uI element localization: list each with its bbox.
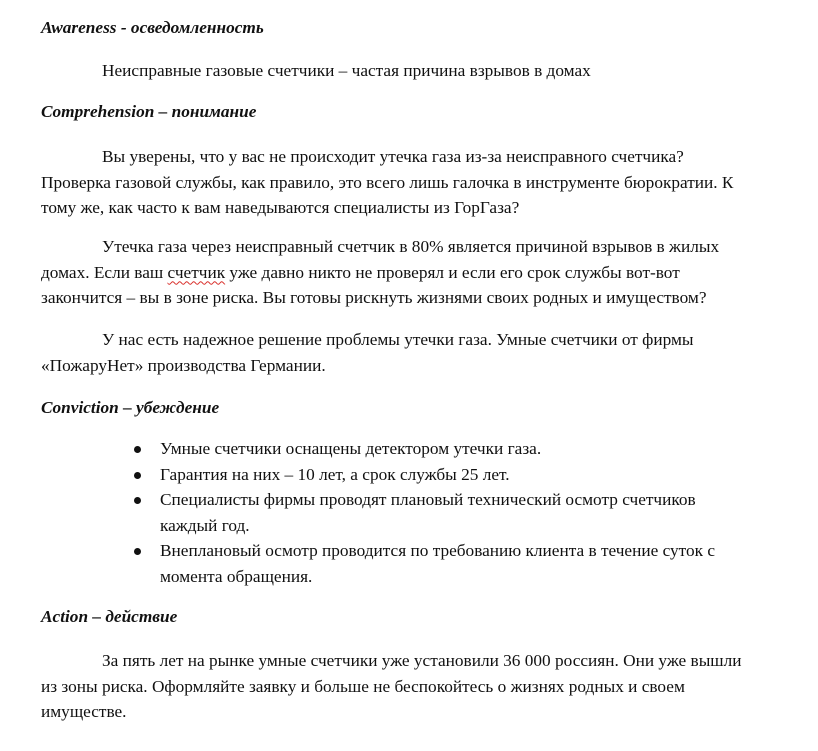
bullet-icon	[134, 446, 141, 453]
misspelled-word[interactable]: счетчик	[167, 262, 226, 282]
heading-conviction: Conviction – убеждение	[41, 398, 220, 417]
paragraph-comprehension-3	[41, 327, 789, 378]
list-item	[134, 538, 794, 589]
paragraph-comprehension-2	[41, 234, 789, 311]
heading-comprehension: Comprehension – понимание	[41, 102, 257, 121]
paragraph-comprehension-1	[41, 144, 789, 221]
text-line: Гарантия на них – 10 лет, а срок службы 25 лет.	[160, 464, 510, 484]
text-line: За пять лет на рынке умные счетчики уже установили 36 000 россиян. Они уже вышли	[102, 651, 742, 670]
text-line: Утечка газа через неисправный счетчик в 80% является причиной взрывов в жилых	[102, 237, 720, 256]
bullet-icon	[134, 472, 141, 479]
text-line: из зоны риска. Оформляйте заявку и больше не беспокойтесь о жизнях родных и своем	[41, 676, 685, 696]
text-line: момента обращения.	[160, 566, 313, 586]
text-line: закончится – вы в зоне риска. Вы готовы рискнуть жизнями своих родных и имуществом?	[41, 288, 707, 307]
heading-action: Action – действие	[41, 607, 178, 626]
list-item	[134, 436, 794, 462]
text-line: Специалисты фирмы проводят плановый технический осмотр счетчиков	[160, 490, 696, 509]
text-line: Внеплановый осмотр проводится по требованию клиента в течение суток с	[160, 541, 716, 560]
heading-awareness: Awareness - осведомленность	[41, 18, 264, 37]
conviction-bullet-list	[134, 436, 794, 589]
text-line: У нас есть надежное решение проблемы утечки газа. Умные счетчики от фирмы	[102, 330, 694, 349]
text-line: Вы уверены, что у вас не происходит утечка газа из-за неисправного счетчика?	[102, 147, 684, 166]
paragraph-action-1	[41, 648, 789, 725]
bullet-icon	[134, 497, 141, 504]
text-line: Проверка газовой службы, как правило, это всего лишь галочка в инструменте бюрократии. К	[41, 172, 734, 192]
text-fragment: уже давно никто не проверял и если его срок службы вот-вот	[225, 262, 680, 282]
text-fragment: домах. Если ваш	[41, 262, 168, 282]
text-line: Умные счетчики оснащены детектором утечки газа.	[160, 439, 542, 458]
text-line: тому же, как часто к вам наведываются специалисты из ГорГаза?	[41, 198, 520, 217]
text-line: имуществе.	[41, 702, 127, 721]
list-item	[134, 462, 794, 488]
text-line: каждый год.	[160, 515, 250, 535]
text-line	[0, 260, 789, 286]
text-line: Неисправные газовые счетчики – частая причина взрывов в домах	[102, 61, 591, 80]
bullet-icon	[134, 548, 141, 555]
list-item	[134, 487, 794, 538]
paragraph-awareness-1	[41, 58, 789, 84]
text-line: «ПожаруНет» производства Германии.	[41, 355, 326, 375]
